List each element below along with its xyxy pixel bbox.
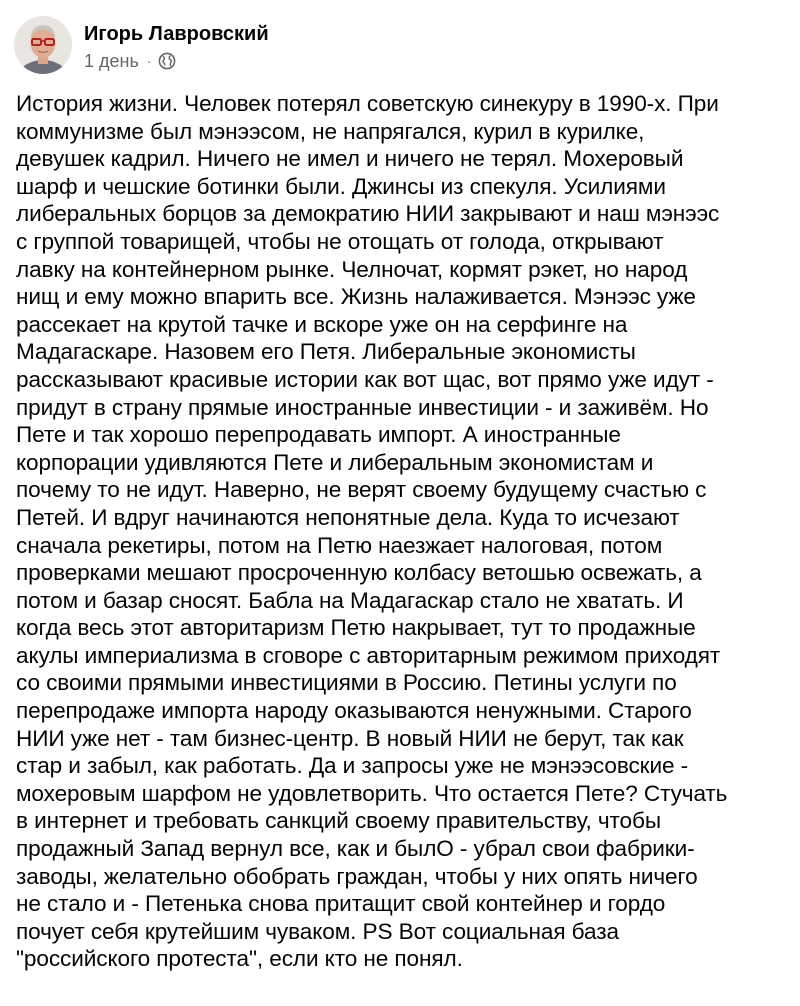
- author-name[interactable]: Игорь Лавровский: [84, 23, 269, 45]
- globe-icon[interactable]: [158, 52, 176, 70]
- post-text-line: сначала рекетиры, потом на Петю наезжает налоговая, потом: [16, 532, 663, 558]
- post-text-line: потом и базар сносят. Бабла на Мадагаскар стало не хватать. И: [16, 587, 684, 613]
- post-text-line: мохеровым шарфом не удовлетворить. Что остается Пете? Стучать: [16, 780, 728, 806]
- post-meta: [84, 16, 269, 72]
- post-text-line: почует себя крутейшим чуваком. PS Вот социальная база: [16, 918, 619, 944]
- post-text-line: Петей. И вдруг начинаются непонятные дела. Куда то исчезают: [16, 504, 680, 530]
- author-avatar[interactable]: [14, 16, 72, 74]
- post-text-line: "российского протеста", если кто не понял.: [16, 946, 463, 972]
- post-text-line: не стало и - Петенька снова притащит свой контейнер и гордо: [16, 891, 666, 917]
- post-text-line: почему то не идут. Наверно, не верят своему будущему счастью с: [16, 477, 707, 503]
- post-text-line: перепродаже импорта народу оказываются ненужными. Старого: [16, 698, 692, 724]
- post-text-line: Пете и так хорошо перепродавать импорт. А иностранные: [16, 422, 621, 448]
- post-text-line: продажный Запад вернул все, как и былО - убрал свои фабрики-: [16, 836, 695, 862]
- post-text-line: когда весь этот авторитаризм Петю накрывает, тут то продажные: [16, 615, 696, 641]
- post-header: [14, 16, 269, 80]
- post-text-line: с группой товарищей, чтобы не отощать от голода, открывают: [16, 228, 664, 254]
- post-body: [16, 90, 790, 973]
- post-text-line: в интернет и требовать санкций своему правительству, чтобы: [16, 808, 661, 834]
- post-timestamp[interactable]: 1 день: [84, 51, 139, 71]
- post-text-line: История жизни. Человек потерял советскую синекуру в 1990-х. При: [16, 91, 719, 116]
- post-text-line: придут в страну прямые иностранные инвестиции - и заживём. Но: [16, 394, 709, 420]
- post-text-line: проверками мешают просроченную колбасу ветошью освежать, а: [16, 560, 702, 586]
- post-text-line: девушек кадрил. Ничего не имел и ничего не терял. Мохеровый: [16, 146, 684, 172]
- post-text-line: Мадагаскаре. Назовем его Петя. Либеральные экономисты: [16, 339, 636, 365]
- post-text-line: заводы, желательно обобрать граждан, чтобы у них опять ничего: [16, 863, 698, 889]
- post-text-line: корпорации удивляются Пете и либеральным экономистам и: [16, 449, 654, 475]
- post-text-line: НИИ уже нет - там бизнес-центр. В новый НИИ не берут, так как: [16, 725, 684, 751]
- post-subline: [84, 50, 269, 72]
- post-text-line: шарф и чешские ботинки были. Джинсы из спекуля. Усилиями: [16, 173, 666, 199]
- post-text-line: лавку на контейнерном рынке. Челночат, кормят рэкет, но народ: [16, 256, 688, 282]
- post-text-line: рассекает на крутой тачке и вскоре уже он на серфинге на: [16, 311, 628, 337]
- avatar-photo: [14, 16, 72, 74]
- post-text-line: нищ и ему можно впарить все. Жизнь налаживается. Мэнээс уже: [16, 284, 696, 310]
- post-text-line: стар и забыл, как работать. Да и запросы уже не мэнээсовские -: [16, 753, 689, 779]
- post-text-line: со своими прямыми инвестициями в Россию. Петины услуги по: [16, 670, 677, 696]
- post-text-line: либеральных борцов за демократию НИИ закрывают и наш мэнээс: [16, 201, 720, 227]
- post-text-line: коммунизме был мэнээсом, не напрягался, курил в курилке,: [16, 118, 645, 144]
- separator-dot: ·: [146, 53, 152, 69]
- post-text-line: акулы империализма в сговоре с авторитарным режимом приходят: [16, 642, 721, 668]
- post-text-line: рассказывают красивые истории как вот щас, вот прямо уже идут -: [16, 366, 714, 392]
